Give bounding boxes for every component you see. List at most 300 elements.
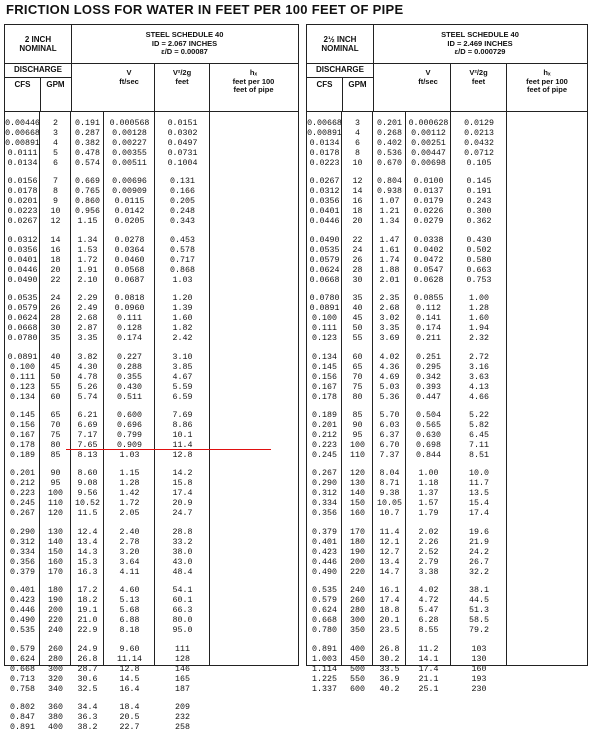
cfs-column-header: CFS	[316, 80, 333, 89]
table-row	[5, 314, 298, 324]
head-loss-cell: 0.1004	[167, 159, 198, 168]
gpm-cell: 260	[48, 644, 63, 654]
velocity-cell: 7.37	[379, 451, 400, 460]
table-row	[307, 197, 587, 207]
table-row	[307, 558, 587, 568]
gpm-cell: 240	[350, 586, 365, 596]
head-loss-column-header	[210, 63, 297, 111]
gpm-cell: 4	[355, 129, 360, 138]
table-row	[307, 499, 587, 509]
head-loss-cell: 6.59	[172, 392, 193, 402]
velocity-head-cell: 1.72	[119, 499, 140, 509]
cfs-cell: 0.267	[10, 509, 35, 519]
header-text: ft/sec	[119, 76, 139, 86]
velocity-head-cell: 0.00227	[112, 139, 147, 148]
header-text: ID = 2.469 INCHES	[447, 38, 513, 48]
gpm-cell: 45	[352, 314, 363, 324]
gpm-cell: 70	[352, 372, 363, 382]
head-loss-cell: 7.69	[172, 411, 193, 420]
velocity-cell: 19.1	[77, 606, 98, 616]
velocity-cell: 18.8	[379, 606, 400, 616]
cfs-cell: 1.003	[312, 654, 337, 664]
cfs-cell: 1.225	[312, 674, 337, 684]
table-row	[307, 149, 587, 159]
pipe-schedule-label	[71, 25, 298, 64]
gpm-cell: 5	[53, 149, 58, 158]
velocity-head-cell: 4.11	[119, 567, 140, 577]
head-loss-cell: 26.7	[469, 557, 489, 567]
gpm-cell: 110	[350, 451, 365, 460]
table-row	[5, 421, 298, 431]
gpm-cell: 80	[50, 441, 61, 450]
head-loss-cell: 0.248	[170, 207, 195, 217]
head-loss-cell: 1.82	[172, 324, 193, 334]
velocity-cell: 6.37	[379, 431, 400, 440]
gpm-cell: 300	[48, 664, 63, 674]
table-row	[307, 441, 587, 451]
head-loss-cell: 1.03	[172, 275, 193, 285]
head-loss-cell: 0.430	[466, 235, 492, 245]
head-loss-cell: 160	[471, 664, 487, 674]
head-loss-cell: 0.362	[466, 217, 492, 227]
velocity-cell: 2.87	[77, 324, 98, 334]
velocity-cell: 5.26	[77, 382, 98, 392]
velocity-head-cell: 12.8	[119, 664, 140, 674]
velocity-cell: 30.6	[77, 674, 98, 684]
velocity-head-cell: 0.0687	[114, 275, 145, 285]
table-row	[307, 276, 587, 286]
head-loss-cell: 4.66	[469, 392, 489, 402]
velocity-cell: 40.2	[379, 684, 400, 694]
head-loss-cell: 79.2	[469, 626, 489, 636]
head-loss-cell: 2.32	[469, 334, 489, 344]
gpm-cell: 350	[350, 626, 365, 636]
head-loss-cell: 6.45	[469, 431, 489, 440]
discharge-header	[5, 63, 72, 111]
table-header	[307, 25, 587, 112]
velocity-cell: 15.3	[77, 557, 98, 567]
gpm-cell: 26	[352, 255, 363, 265]
table-row	[307, 177, 587, 187]
head-loss-cell: 10.0	[469, 469, 489, 479]
table-row	[5, 149, 298, 159]
head-loss-cell: 0.0497	[167, 139, 198, 148]
gpm-cell: 6	[53, 159, 58, 168]
velocity-head-cell: 0.112	[416, 304, 441, 314]
table-row	[307, 393, 587, 403]
table-row	[307, 586, 587, 596]
cfs-cell: 0.668	[312, 616, 337, 626]
table-row	[307, 383, 587, 393]
head-loss-cell: 51.3	[469, 606, 489, 616]
cfs-cell: 0.00446	[5, 119, 40, 128]
gpm-cell: 75	[352, 382, 363, 392]
head-loss-cell: 0.0151	[167, 119, 198, 128]
table-row	[307, 528, 587, 538]
header-text: feet of pipe	[233, 85, 274, 94]
head-loss-cell: 0.868	[170, 265, 195, 275]
velocity-head-cell: 0.342	[416, 372, 441, 382]
velocity-cell: 5.36	[379, 392, 400, 402]
gpm-cell: 12	[50, 217, 61, 227]
head-loss-cell: 5.82	[469, 421, 489, 430]
velocity-head-cell: 0.909	[117, 441, 142, 450]
head-loss-cell: 54.1	[172, 586, 193, 596]
velocity-cell: 8.71	[379, 479, 400, 489]
cfs-cell: 0.0178	[7, 187, 38, 197]
velocity-head-cell: 4.72	[418, 596, 439, 606]
head-loss-cell: 95.0	[172, 626, 193, 636]
gpm-cell: 18	[352, 207, 363, 217]
velocity-cell: 4.69	[379, 372, 400, 382]
velocity-head-cell: 0.0115	[114, 197, 145, 207]
velocity-head-cell: 0.00696	[112, 177, 147, 187]
head-loss-column-header	[507, 63, 587, 111]
gpm-cell: 3	[355, 119, 360, 128]
gpm-cell: 95	[50, 479, 61, 489]
head-loss-cell: 103	[471, 644, 487, 654]
velocity-cell: 0.860	[75, 197, 100, 207]
gpm-cell: 50	[352, 324, 363, 334]
velocity-cell: 1.53	[77, 245, 98, 255]
velocity-head-cell: 11.2	[418, 644, 439, 654]
cfs-cell: 0.223	[10, 489, 35, 499]
head-loss-cell: 60.1	[172, 596, 193, 606]
cfs-cell: 0.624	[10, 654, 35, 664]
cfs-cell: 0.0356	[7, 245, 38, 255]
velocity-head-cell: 5.68	[119, 606, 140, 616]
table-row	[5, 499, 298, 509]
table-row	[307, 479, 587, 489]
velocity-cell: 22.9	[77, 626, 98, 636]
table-row	[5, 363, 298, 373]
velocity-cell: 8.13	[77, 451, 98, 460]
gpm-cell: 20	[352, 217, 363, 227]
table-row	[5, 129, 298, 139]
velocity-head-cell: 0.111	[117, 314, 142, 324]
gpm-cell: 190	[350, 547, 365, 557]
cfs-cell: 0.0446	[309, 217, 340, 227]
cfs-cell: 0.490	[312, 567, 337, 577]
table-row	[5, 685, 298, 695]
head-loss-cell: 0.753	[466, 275, 492, 285]
highlight-line	[66, 449, 271, 450]
table-row	[5, 665, 298, 675]
velocity-cell: 2.29	[77, 294, 98, 304]
cfs-cell: 0.245	[10, 499, 35, 509]
gpm-cell: 14	[352, 187, 363, 197]
header-text: ft/sec	[418, 76, 438, 86]
head-loss-cell: 0.166	[170, 187, 195, 197]
velocity-head-cell: 18.4	[119, 703, 140, 712]
gpm-cell: 120	[48, 509, 63, 519]
gpm-cell: 14	[50, 235, 61, 245]
table-row	[307, 353, 587, 363]
head-loss-cell: 0.0712	[464, 149, 494, 158]
head-loss-cell: 2.42	[172, 334, 193, 344]
header-text: ε/D = 0.000729	[454, 47, 506, 57]
cfs-cell: 0.0401	[7, 255, 38, 265]
table-row	[307, 451, 587, 461]
velocity-head-cell: 0.0568	[114, 265, 145, 275]
head-loss-cell: 165	[175, 674, 190, 684]
velocity-cell: 2.68	[77, 314, 98, 324]
table-row	[5, 353, 298, 363]
table-row	[307, 363, 587, 373]
velocity-head-cell: 14.1	[418, 654, 439, 664]
cfs-cell: 0.0891	[309, 304, 340, 314]
cfs-cell: 0.201	[10, 469, 35, 479]
head-loss-cell: 0.453	[170, 235, 195, 245]
table-row	[307, 246, 587, 256]
gpm-cell: 20	[50, 265, 61, 275]
cfs-cell: 0.156	[10, 421, 35, 430]
velocity-head-cell: 0.00511	[112, 159, 147, 168]
table-row	[5, 373, 298, 383]
cfs-cell: 0.401	[312, 537, 337, 547]
velocity-cell: 5.03	[379, 382, 400, 392]
velocity-head-column-header-text	[173, 69, 191, 86]
gpm-cell: 140	[48, 537, 63, 547]
velocity-head-cell: 2.78	[119, 537, 140, 547]
table-row	[5, 568, 298, 578]
gpm-cell: 400	[48, 723, 63, 732]
table-row	[307, 645, 587, 655]
head-loss-cell: 3.10	[172, 352, 193, 362]
gpm-cell: 150	[48, 547, 63, 557]
velocity-cell: 38.2	[77, 723, 98, 732]
table-row	[5, 431, 298, 441]
head-loss-cell: 0.578	[170, 245, 195, 255]
velocity-cell: 30.2	[379, 654, 400, 664]
cfs-cell: 0.111	[10, 372, 35, 382]
gpm-cell: 55	[352, 334, 363, 344]
velocity-head-cell: 2.52	[418, 547, 439, 557]
nominal-size-label	[307, 25, 374, 64]
cfs-cell: 0.0267	[309, 177, 340, 187]
velocity-cell: 1.72	[77, 255, 98, 265]
cfs-cell: 0.189	[10, 451, 35, 460]
table-row	[307, 538, 587, 548]
velocity-cell: 0.201	[377, 119, 402, 128]
velocity-head-cell: 0.00909	[112, 187, 147, 197]
table-row	[307, 314, 587, 324]
gpm-cell: 30	[352, 275, 363, 285]
velocity-cell: 28.7	[77, 664, 98, 674]
head-loss-cell: 17.4	[469, 509, 489, 519]
table-row	[307, 256, 587, 266]
cfs-cell: 0.401	[10, 586, 35, 596]
head-loss-column-header-text	[526, 69, 568, 95]
cfs-cell: 0.123	[312, 334, 337, 344]
gpm-cell: 40	[352, 304, 363, 314]
velocity-head-cell: 4.02	[418, 586, 439, 596]
cfs-cell: 0.0535	[309, 245, 340, 255]
table-row	[5, 294, 298, 304]
gpm-cell: 260	[350, 596, 365, 606]
cfs-cell: 0.446	[10, 606, 35, 616]
velocity-cell: 0.804	[377, 177, 402, 187]
cfs-cell: 0.579	[312, 596, 337, 606]
table-row	[5, 451, 298, 461]
table-2-inch	[4, 24, 299, 732]
table-row	[5, 548, 298, 558]
velocity-head-cell: 1.15	[119, 469, 140, 479]
header-text: V	[425, 68, 431, 77]
table-row	[5, 266, 298, 276]
velocity-head-cell: 0.0279	[413, 217, 444, 227]
velocity-head-cell: 0.0137	[413, 187, 444, 197]
velocity-head-cell: 0.00355	[112, 149, 147, 158]
table-row	[307, 334, 587, 344]
gpm-cell: 220	[350, 567, 365, 577]
header-text: V	[126, 68, 132, 77]
head-loss-cell: 11.7	[469, 479, 489, 489]
cfs-cell: 0.0668	[309, 275, 340, 285]
velocity-cell: 1.21	[379, 207, 400, 217]
velocity-head-column-header	[451, 63, 507, 111]
velocity-cell: 0.938	[377, 187, 402, 197]
cfs-cell: 0.156	[312, 372, 337, 382]
cfs-cell: 0.111	[312, 324, 337, 334]
cfs-cell: 0.0312	[7, 235, 38, 245]
velocity-cell: 3.35	[379, 324, 400, 334]
head-loss-cell: 10.1	[172, 431, 193, 440]
velocity-head-cell: 0.511	[117, 392, 142, 402]
head-loss-cell: 1.28	[469, 304, 489, 314]
velocity-head-cell: 5.13	[119, 596, 140, 606]
velocity-head-cell: 0.0226	[413, 207, 444, 217]
velocity-cell: 32.5	[77, 684, 98, 694]
cfs-cell: 0.780	[312, 626, 337, 636]
velocity-cell: 33.5	[379, 664, 400, 674]
head-loss-cell: 232	[175, 713, 190, 722]
gpm-cell: 50	[50, 372, 61, 382]
table-row	[5, 606, 298, 616]
velocity-cell: 0.669	[75, 177, 100, 187]
velocity-cell: 17.4	[379, 596, 400, 606]
velocity-head-cell: 0.227	[117, 352, 142, 362]
cfs-cell: 0.334	[10, 547, 35, 557]
nominal-size-label	[5, 25, 72, 64]
head-loss-cell: 38.1	[469, 586, 489, 596]
gpm-cell: 360	[48, 703, 63, 712]
gpm-cell: 28	[352, 265, 363, 275]
table-row	[5, 713, 298, 723]
table-row	[5, 469, 298, 479]
velocity-head-cell: 9.60	[119, 644, 140, 654]
velocity-head-cell: 0.0100	[413, 177, 444, 187]
table-row	[307, 324, 587, 334]
cfs-cell: 0.0780	[309, 294, 340, 304]
velocity-head-cell: 2.79	[418, 557, 439, 567]
velocity-head-cell: 0.000628	[408, 119, 449, 128]
velocity-head-cell: 0.355	[117, 372, 142, 382]
head-loss-cell: 187	[175, 684, 190, 694]
head-loss-cell: 24.2	[469, 547, 489, 557]
velocity-cell: 0.536	[377, 149, 402, 158]
velocity-head-cell: 0.0179	[413, 197, 444, 207]
gpm-cell: 85	[352, 411, 363, 420]
velocity-head-cell: 5.47	[418, 606, 439, 616]
header-text: STEEL SCHEDULE 40	[441, 30, 519, 40]
table-row	[5, 383, 298, 393]
cfs-cell: 0.0780	[7, 334, 38, 344]
table-row	[307, 236, 587, 246]
cfs-cell: 0.0201	[7, 197, 38, 207]
velocity-head-cell: 0.00251	[411, 139, 446, 148]
head-loss-cell: 0.131	[170, 177, 195, 187]
velocity-head-cell: 1.57	[418, 499, 439, 509]
gpm-cell: 6	[355, 139, 360, 148]
table-row	[307, 207, 587, 217]
gpm-cell: 16	[352, 197, 363, 207]
head-loss-cell: 3.85	[172, 362, 193, 372]
table-row	[5, 558, 298, 568]
velocity-head-cell: 1.00	[418, 469, 439, 479]
cfs-cell: 0.134	[10, 392, 35, 402]
table-row	[307, 431, 587, 441]
table-header	[5, 25, 298, 112]
table-row	[5, 645, 298, 655]
cfs-cell: 0.0490	[7, 275, 38, 285]
table-row	[307, 606, 587, 616]
velocity-cell: 1.34	[77, 235, 98, 245]
gpm-cell: 9	[53, 197, 58, 207]
head-loss-cell: 80.0	[172, 616, 193, 626]
table-row	[307, 548, 587, 558]
head-loss-cell: 14.2	[172, 469, 193, 479]
table-row	[5, 207, 298, 217]
velocity-cell: 3.02	[379, 314, 400, 324]
velocity-cell: 34.4	[77, 703, 98, 712]
cfs-column-header: CFS	[14, 80, 31, 89]
table-row	[307, 139, 587, 149]
velocity-cell: 2.35	[379, 294, 400, 304]
head-loss-cell: 3.63	[469, 372, 489, 382]
header-text: V²/2g	[469, 68, 488, 77]
gpm-cell: 55	[50, 382, 61, 392]
gpm-cell: 40	[50, 352, 61, 362]
table-row	[5, 393, 298, 403]
velocity-cell: 36.3	[77, 713, 98, 722]
discharge-header	[307, 63, 374, 111]
velocity-head-cell: 0.0547	[413, 265, 444, 275]
velocity-cell: 11.5	[77, 509, 98, 519]
velocity-head-cell: 17.4	[418, 664, 439, 674]
velocity-cell: 4.02	[379, 352, 400, 362]
velocity-cell: 4.30	[77, 362, 98, 372]
velocity-head-cell: 8.55	[418, 626, 439, 636]
gpm-cell: 170	[48, 567, 63, 577]
velocity-head-cell: 0.844	[416, 451, 441, 460]
head-loss-cell: 209	[175, 703, 190, 712]
velocity-cell: 16.1	[379, 586, 400, 596]
gpm-cell: 160	[350, 509, 365, 519]
velocity-cell: 2.01	[379, 275, 400, 285]
gpm-cell: 120	[350, 469, 365, 479]
velocity-cell: 6.69	[77, 421, 98, 430]
cfs-cell: 0.0401	[309, 207, 340, 217]
gpm-cell: 90	[352, 421, 363, 430]
gpm-cell: 240	[48, 626, 63, 636]
head-loss-cell: 19.6	[469, 527, 489, 537]
cfs-cell: 0.134	[312, 352, 337, 362]
cfs-cell: 0.312	[10, 537, 35, 547]
velocity-column-header	[406, 63, 451, 111]
velocity-cell: 9.38	[379, 489, 400, 499]
head-loss-cell: 8.86	[172, 421, 193, 430]
